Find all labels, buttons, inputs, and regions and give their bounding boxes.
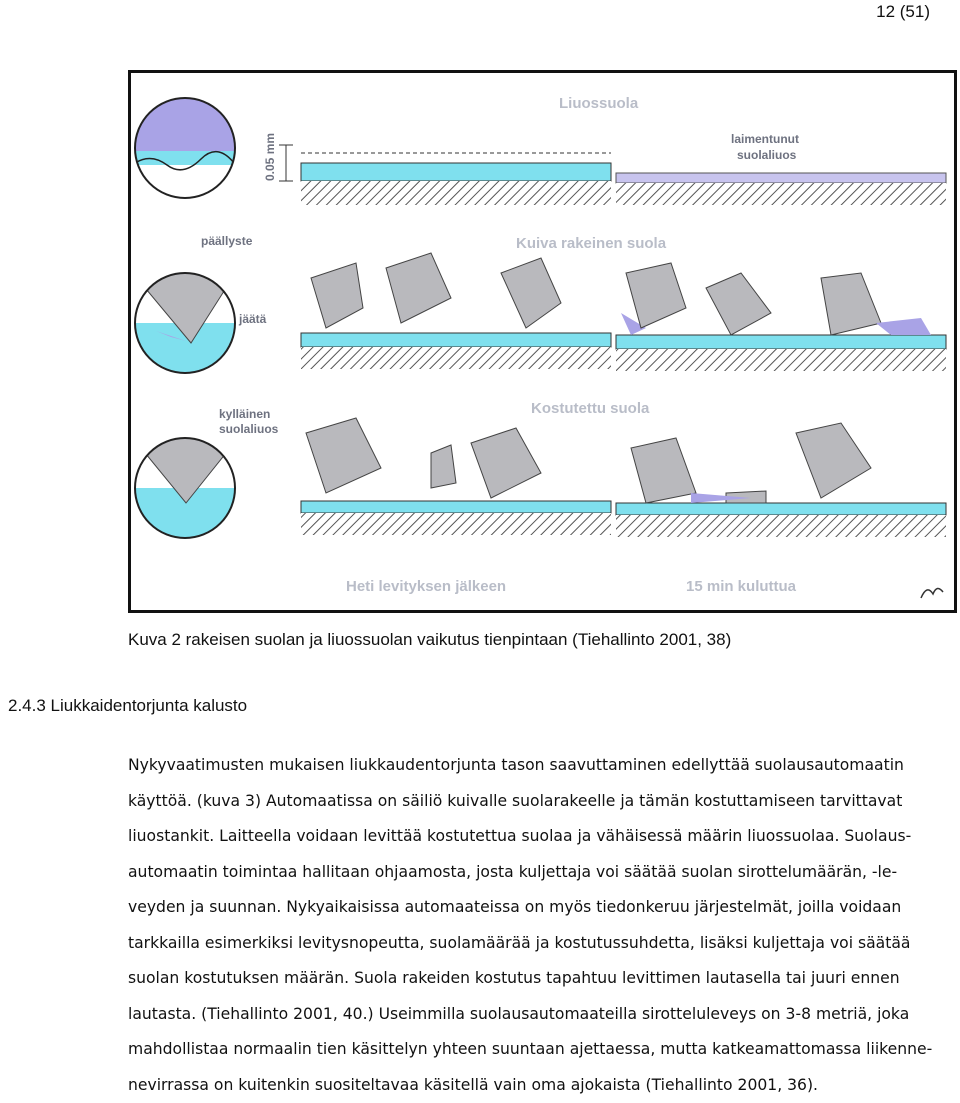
- liquid-salt-label: Liuossuola: [559, 95, 639, 112]
- after-15-min-label: 15 min kuluttua: [686, 578, 797, 595]
- page-number: 12 (51): [876, 2, 930, 22]
- zoom-circle-dry: [131, 268, 267, 383]
- thickness-label: 0.05 mm: [263, 133, 277, 181]
- liquid-salt-row: [263, 95, 946, 205]
- wetted-salt-row: [301, 400, 946, 595]
- dry-salt-row: [301, 235, 946, 371]
- ice-label: jäätä: [238, 312, 267, 326]
- diluted-brine-label-2: suolaliuos: [737, 148, 797, 162]
- body-line: nevirrassa on kuitenkin suositeltavaa käsitellä vain oma ajokaista (Tiehallinto 2001, 36).: [128, 1068, 958, 1103]
- immediately-after-label: Heti levityksen jälkeen: [346, 578, 506, 595]
- zoom-circle-liquid: [131, 93, 253, 248]
- body-line: automaatin toimintaa hallitaan ohjaamosta, josta kuljettaja voi säätää suolan sirottelumäärän, -le-: [128, 855, 958, 891]
- wetted-salt-label: Kostutettu suola: [531, 400, 650, 417]
- body-line: veyden ja suunnan. Nykyaikaisissa automaateissa on myös tiedonkeruu järjestelmät, joilla voidaan: [128, 890, 958, 926]
- artist-signature: [921, 588, 943, 598]
- body-line: mahdollistaa normaalin tien käsittelyn yhteen suuntaan ajettaessa, mutta katkeamattomassa liikenne-: [128, 1032, 958, 1068]
- dry-salt-label: Kuiva rakeinen suola: [516, 235, 667, 252]
- body-line: suolan kostutuksen määrän. Suola rakeiden kostutus tapahtuu levittimen lautasella tai juuri ennen: [128, 961, 958, 997]
- body-line: lautasta. (Tiehallinto 2001, 40.) Useimmilla suolausautomaateilla sirotteluleveys on 3-8 metriä, joka: [128, 997, 958, 1033]
- figure-caption: Kuva 2 rakeisen suolan ja liuossuolan vaikutus tienpintaan (Tiehallinto 2001, 38): [128, 630, 731, 650]
- pavement-label: päällyste: [201, 234, 253, 248]
- section-heading: 2.4.3 Liukkaidentorjunta kalusto: [8, 696, 247, 716]
- saturated-brine-label-2: suolaliuos: [219, 422, 279, 436]
- zoom-circle-wetted: [131, 407, 279, 543]
- body-line: liuostankit. Laitteella voidaan levittää kostutettua suolaa ja vähäisessä määrin liuossuolaa. Suolaus-: [128, 819, 958, 855]
- body-line: tarkkailla esimerkiksi levitysnopeutta, suolamäärää ja kostutussuhdetta, lisäksi kuljettaja voi säätää: [128, 926, 958, 962]
- body-line: Nykyvaatimusten mukaisen liukkaudentorjunta tason saavuttaminen edellyttää suolausautomaatin: [128, 748, 958, 784]
- saturated-brine-label-1: kylläinen: [219, 407, 270, 421]
- body-line: käyttöä. (kuva 3) Automaatissa on säiliö kuivalle suolarakeelle ja tämän kostuttamiseen tarvittavat: [128, 784, 958, 820]
- diluted-brine-label-1: laimentunut: [731, 132, 799, 146]
- body-paragraph: [128, 748, 958, 1103]
- salt-effect-figure: [128, 70, 957, 613]
